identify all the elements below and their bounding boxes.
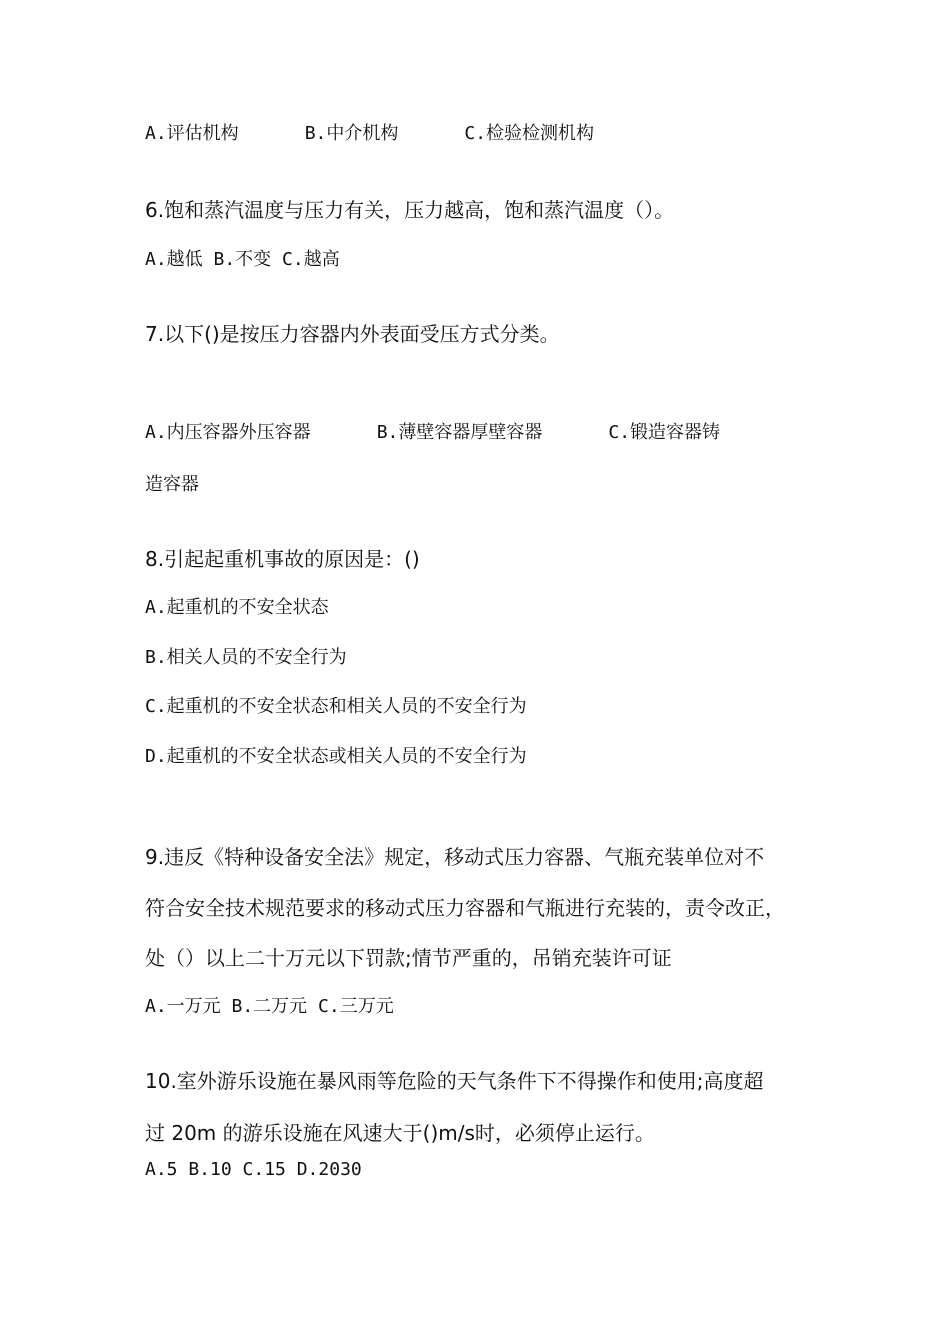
q5-option-b: B.中介机构 [304,123,399,144]
q8-option-c: C.起重机的不安全状态和相关人员的不安全行为 [145,696,527,717]
q7-option-c: C.锻造容器铸 [608,422,721,443]
q6-options: A.越低 B.不变 C.越高 [145,249,340,270]
q7-option-b: B.薄壁容器厚壁容器 [376,422,543,443]
q10-stem-line1: 10.室外游乐设施在暴风雨等危险的天气条件下不得操作和使用;高度超 [145,1069,764,1093]
q10-options: A.5 B.10 C.15 D.2030 [145,1159,362,1180]
q5-option-c: C.检验检测机构 [464,123,595,144]
q8-option-d: D.起重机的不安全状态或相关人员的不安全行为 [145,746,527,767]
q9-stem-line2: 符合安全技术规范要求的移动式压力容器和气瓶进行充装的，责令改正， [145,896,785,920]
q8-stem: 8.引起起重机事故的原因是：() [145,547,420,571]
q9-stem-line1: 9.违反《特种设备安全法》规定，移动式压力容器、气瓶充装单位对不 [145,845,765,869]
q7-options [145,420,720,446]
q10-stem-line2: 过 20m 的游乐设施在风速大于()m/s时，必须停止运行。 [145,1121,655,1145]
q7-stem: 7.以下()是按压力容器内外表面受压方式分类。 [145,322,560,346]
q5-option-a: A.评估机构 [145,123,239,144]
q8-option-a: A.起重机的不安全状态 [145,597,329,618]
q7-option-c-cont: 造容器 [145,474,199,495]
q6-stem: 6.饱和蒸汽温度与压力有关，压力越高，饱和蒸汽温度（）。 [145,198,675,222]
q7-option-a: A.内压容器外压容器 [145,422,311,443]
q9-stem-line3: 处（）以上二十万元以下罚款;情节严重的，吊销充装许可证 [145,946,672,970]
q9-options: A.一万元 B.二万元 C.三万元 [145,996,394,1017]
q5-options [145,121,594,147]
q8-option-b: B.相关人员的不安全行为 [145,647,347,668]
